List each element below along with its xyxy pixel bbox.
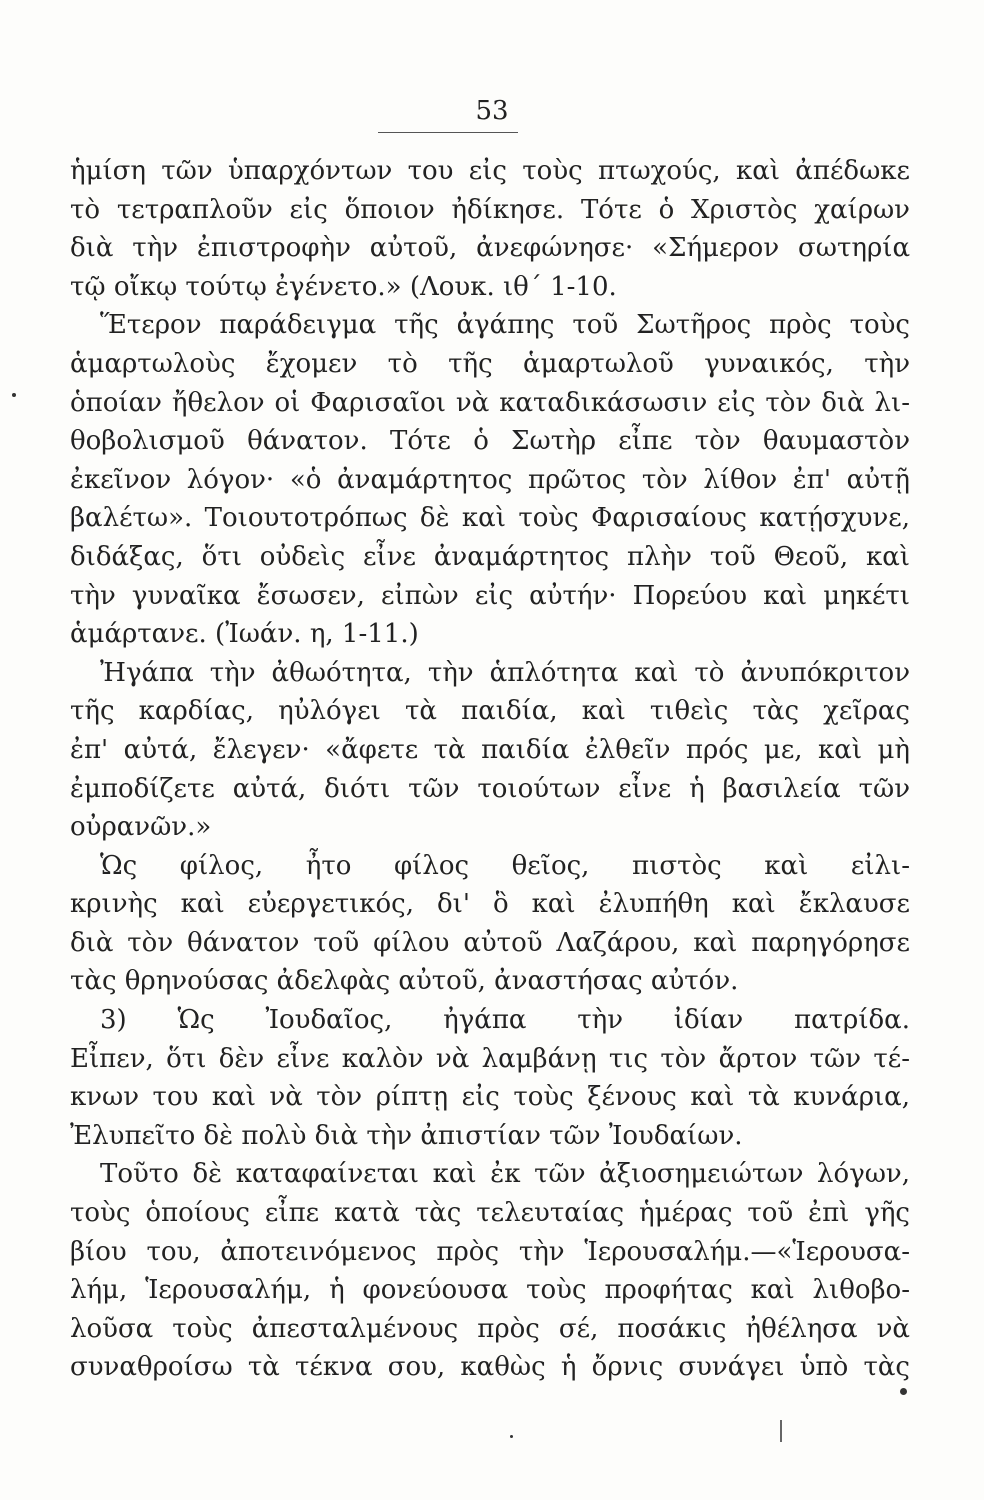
text-line: Ἕτερον παράδειγμα τῆς ἀγάπης τοῦ Σωτῆρος πρὸς τοὺς <box>100 310 910 341</box>
text-line: ἐμποδίζετε αὐτά, διότι τῶν τοιούτων εἶνε ἡ βασιλεία τῶν <box>70 773 910 804</box>
text-line: τῆς καρδίας, ηὐλόγει τὰ παιδία, καὶ τιθεὶς τὰς χεῖρας <box>70 696 910 727</box>
text-line: κρινὴς καὶ εὐεργετικός, δι' ὃ καὶ ἐλυπήθη καὶ ἔκλαυσε <box>70 889 910 920</box>
text-line: τὸ τετραπλοῦν εἰς ὅποιον ἠδίκησε. Τότε ὁ Χριστὸς χαίρων <box>70 194 910 225</box>
text-line: Ἐλυπεῖτο δὲ πολὺ διὰ τὴν ἀπιστίαν τῶν Ἰουδαίων. <box>70 1120 743 1151</box>
text-line: λήμ, Ἱερουσαλήμ, ἡ φονεύουσα τοὺς προφήτας καὶ λιθοβο- <box>70 1275 910 1306</box>
text-line: Τοῦτο δὲ καταφαίνεται καὶ ἐκ τῶν ἀξιοσημειώτων λόγων, <box>100 1159 910 1190</box>
text-line: διὰ τὸν θάνατον τοῦ φίλου αὐτοῦ Λαζάρου, καὶ παρηγόρησε <box>70 927 910 958</box>
text-line: ἐπ' αὐτά, ἔλεγεν· «ἄφετε τὰ παιδία ἐλθεῖν πρός με, καὶ μὴ <box>70 734 910 765</box>
text-line: οὐρανῶν.» <box>70 812 212 843</box>
text-line: βίου του, ἀποτεινόμενος πρὸς τὴν Ἱερουσαλήμ.—«Ἱερουσα- <box>70 1236 910 1267</box>
text-line: τοὺς ὁποίους εἶπε κατὰ τὰς τελευταίας ἡμέρας τοῦ ἐπὶ γῆς <box>70 1198 910 1229</box>
body-text <box>70 152 910 1387</box>
text-line: τὰς θρηνούσας ἀδελφὰς αὐτοῦ, ἀναστήσας αὐτόν. <box>70 966 739 997</box>
text-line: ἐκεῖνον λόγον· «ὁ ἀναμάρτητος πρῶτος τὸν λίθον ἐπ' αὐτῇ <box>70 464 910 495</box>
text-line: ἁμαρτωλοὺς ἔχομεν τὸ τῆς ἁμαρτωλοῦ γυναικός, τὴν <box>70 348 910 379</box>
text-line: θοβολισμοῦ θάνατον. Τότε ὁ Σωτὴρ εἶπε τὸν θαυμαστὸν <box>70 426 910 457</box>
ink-speck <box>510 1435 513 1438</box>
header-rule <box>378 132 518 133</box>
page-number-text: 53 <box>475 96 509 126</box>
paper-mark <box>780 1420 782 1442</box>
text-line: ἡμίση τῶν ὑπαρχόντων του εἰς τοὺς πτωχούς, καὶ ἀπέδωκε <box>70 156 910 186</box>
text-line: Ὡς φίλος, ἦτο φίλος θεῖος, πιστὸς καὶ εἰλι- <box>100 850 910 881</box>
text-line: Εἶπεν, ὅτι δὲν εἶνε καλὸν νὰ λαμβάνῃ τις τὸν ἄρτον τῶν τέ- <box>70 1043 910 1074</box>
text-line: τῷ οἴκῳ τούτῳ ἐγένετο.» (Λουκ. ιθ΄ 1-10. <box>70 271 617 302</box>
text-line: λοῦσα τοὺς ἀπεσταλμένους πρὸς σέ, ποσάκις ἠθέλησα νὰ <box>70 1313 910 1344</box>
text-line: ὁποίαν ἤθελον οἱ Φαρισαῖοι νὰ καταδικάσωσιν εἰς τὸν διὰ λι- <box>70 387 910 418</box>
text-line: διὰ τὴν ἐπιστροφὴν αὐτοῦ, ἀνεφώνησε· «Σήμερον σωτηρία <box>70 233 910 264</box>
text-line: 3) Ὡς Ἰουδαῖος, ἠγάπα τὴν ἰδίαν πατρίδα. <box>100 1005 910 1036</box>
page-number <box>0 96 984 126</box>
text-line: ἁμάρτανε. (Ἰωάν. η, 1-11.) <box>70 619 419 650</box>
text-line: Ἠγάπα τὴν ἀθωότητα, τὴν ἁπλότητα καὶ τὸ ἀνυπόκριτον <box>100 657 910 688</box>
text-line: διδάξας, ὅτι οὐδεὶς εἶνε ἀναμάρτητος πλὴν τοῦ Θεοῦ, καὶ <box>70 541 910 572</box>
ink-speck <box>900 1388 907 1395</box>
text-line: τὴν γυναῖκα ἔσωσεν, εἰπὼν εἰς αὐτήν· Πορεύου καὶ μηκέτι <box>70 580 910 611</box>
ink-speck <box>12 393 16 397</box>
text-line: βαλέτω». Τοιουτοτρόπως δὲ καὶ τοὺς Φαρισαίους κατῄσχυνε, <box>70 503 910 534</box>
text-line: συναθροίσω τὰ τέκνα σου, καθὼς ἡ ὄρνις συνάγει ὑπὸ τὰς <box>70 1352 910 1383</box>
text-line: κνων του καὶ νὰ τὸν ρίπτῃ εἰς τοὺς ξένους καὶ τὰ κυνάρια, <box>70 1082 910 1113</box>
